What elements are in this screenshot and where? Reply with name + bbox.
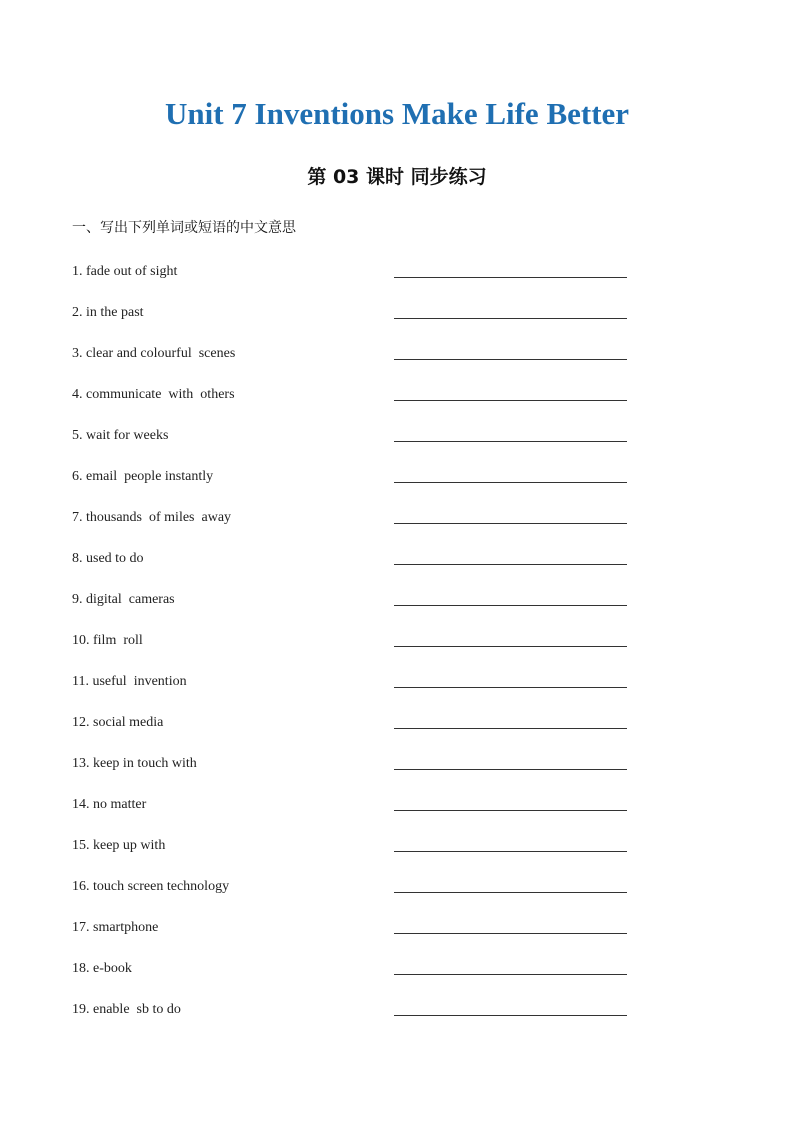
vocabulary-item-1 xyxy=(72,259,632,300)
answer-line[interactable] xyxy=(394,605,627,606)
page-title: Unit 7 Inventions Make Life Better xyxy=(164,96,630,131)
vocabulary-item-8 xyxy=(72,546,632,587)
vocabulary-item-9 xyxy=(72,587,632,628)
vocabulary-item-6 xyxy=(72,464,632,505)
answer-line[interactable] xyxy=(394,646,627,647)
vocabulary-item-2 xyxy=(72,300,632,341)
vocabulary-item-3 xyxy=(72,341,632,382)
vocabulary-phrase: 14. no matter xyxy=(72,797,147,812)
answer-line[interactable] xyxy=(394,933,627,934)
answer-line[interactable] xyxy=(394,441,627,442)
vocabulary-phrase: 3. clear and colourful scenes xyxy=(72,346,236,361)
answer-line[interactable] xyxy=(394,851,627,852)
vocabulary-list xyxy=(72,259,632,1038)
vocabulary-phrase: 2. in the past xyxy=(72,305,144,320)
section-heading: 一、写出下列单词或短语的中文意思 xyxy=(72,220,296,236)
answer-line[interactable] xyxy=(394,318,627,319)
vocabulary-item-13 xyxy=(72,751,632,792)
vocabulary-phrase: 1. fade out of sight xyxy=(72,264,178,279)
vocabulary-phrase: 18. e-book xyxy=(72,961,132,976)
answer-line[interactable] xyxy=(394,564,627,565)
vocabulary-item-17 xyxy=(72,915,632,956)
vocabulary-item-12 xyxy=(72,710,632,751)
answer-line[interactable] xyxy=(394,687,627,688)
vocabulary-item-10 xyxy=(72,628,632,669)
vocabulary-item-14 xyxy=(72,792,632,833)
vocabulary-phrase: 15. keep up with xyxy=(72,838,166,853)
vocabulary-phrase: 4. communicate with others xyxy=(72,387,235,402)
vocabulary-phrase: 5. wait for weeks xyxy=(72,428,169,443)
vocabulary-phrase: 19. enable sb to do xyxy=(72,1002,181,1017)
vocabulary-item-15 xyxy=(72,833,632,874)
vocabulary-item-19 xyxy=(72,997,632,1038)
answer-line[interactable] xyxy=(394,728,627,729)
vocabulary-phrase: 7. thousands of miles away xyxy=(72,510,232,525)
vocabulary-phrase: 10. film roll xyxy=(72,633,143,648)
vocabulary-phrase: 11. useful invention xyxy=(72,674,187,689)
answer-line[interactable] xyxy=(394,277,627,278)
lesson-subtitle: 第 03 课时 同步练习 xyxy=(307,166,487,188)
answer-line[interactable] xyxy=(394,359,627,360)
vocabulary-item-16 xyxy=(72,874,632,915)
answer-line[interactable] xyxy=(394,1015,627,1016)
vocabulary-phrase: 9. digital cameras xyxy=(72,592,175,607)
vocabulary-phrase: 16. touch screen technology xyxy=(72,879,230,894)
answer-line[interactable] xyxy=(394,810,627,811)
answer-line[interactable] xyxy=(394,769,627,770)
answer-line[interactable] xyxy=(394,892,627,893)
vocabulary-phrase: 17. smartphone xyxy=(72,920,159,935)
vocabulary-phrase: 6. email people instantly xyxy=(72,469,214,484)
vocabulary-phrase: 13. keep in touch with xyxy=(72,756,197,771)
vocabulary-phrase: 12. social media xyxy=(72,715,164,730)
answer-line[interactable] xyxy=(394,400,627,401)
answer-line[interactable] xyxy=(394,482,627,483)
vocabulary-item-4 xyxy=(72,382,632,423)
vocabulary-phrase: 8. used to do xyxy=(72,551,144,566)
vocabulary-item-18 xyxy=(72,956,632,997)
answer-line[interactable] xyxy=(394,523,627,524)
answer-line[interactable] xyxy=(394,974,627,975)
vocabulary-item-5 xyxy=(72,423,632,464)
vocabulary-item-11 xyxy=(72,669,632,710)
vocabulary-item-7 xyxy=(72,505,632,546)
